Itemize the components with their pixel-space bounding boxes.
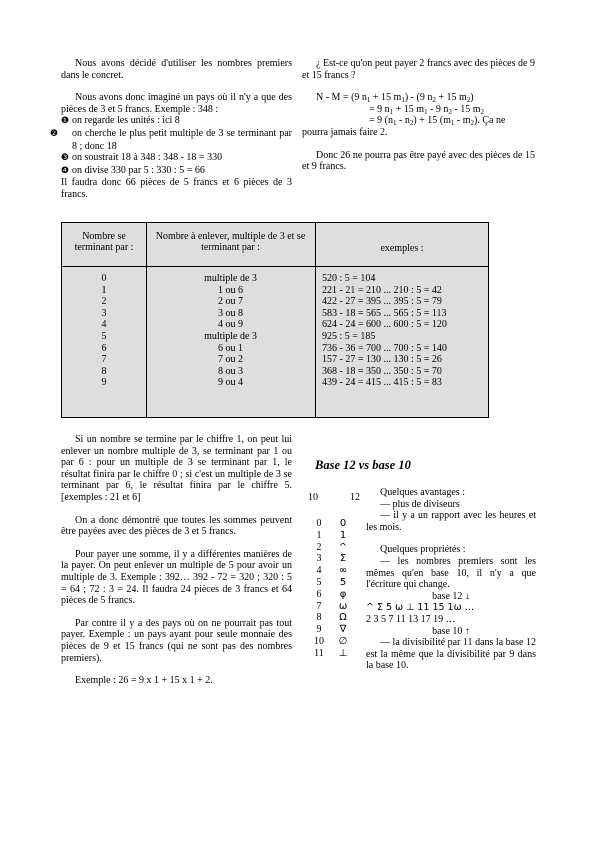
step-2: ❷ on cherche le plus petit multiple de 3 se terminant par 8 ; donc 18 bbox=[50, 127, 292, 152]
equation-line-1: N - M = (9 $n_1 + 15$ $m_1) - (9$ $n_2 + 15$ $m_2$) bbox=[316, 92, 474, 105]
advantage-2: — il y a un rapport avec les heures et les mois. bbox=[366, 510, 536, 533]
cell-example: 439 - 24 = 415 ... 415 : 5 = 83 bbox=[322, 377, 442, 389]
cell-subtract: 1 ou 6 bbox=[218, 284, 243, 296]
step-4: ❹ on divise 330 par 5 : 330 : 5 = 66 bbox=[61, 164, 205, 176]
left-column-bottom bbox=[61, 434, 292, 687]
paragraph-proof: Si un nombre se termine par le chiffre 1, on peut lui enlever un nombre multiple de 3, se terminant par 1 ou par 6 : pour un multiple de 3 se terminant par 1, le résultat finira par le chiffre 0 ; si c'est un multiple de 3 se terminant par 6, le résultat finira par le chiffre 5. [exemples : 21 et 6] bbox=[61, 434, 292, 503]
cell-subtract: multiple de 3 bbox=[204, 331, 257, 342]
paragraph-example-26: Exemple : 26 = 9 x 1 + 15 x 1 + 2. bbox=[75, 675, 213, 687]
cell-subtract: 4 ou 9 bbox=[218, 319, 243, 331]
cell-ending: 7 bbox=[101, 354, 107, 366]
header-subtract: Nombre à enlever, multiple de 3 et se terminant par : bbox=[155, 231, 306, 254]
digit-base12: ∇ bbox=[339, 624, 347, 636]
cell-example: 368 - 18 = 350 ... 350 : 5 = 70 bbox=[322, 365, 442, 377]
digit-base10: 3 bbox=[316, 553, 322, 565]
cell-subtract: 2 ou 7 bbox=[218, 296, 243, 308]
cell-example: 583 - 18 = 565 ... 565 : 5 = 113 bbox=[322, 307, 447, 319]
digit-base12: ∞ bbox=[338, 565, 348, 577]
cell-subtract: 7 ou 2 bbox=[218, 354, 243, 366]
digit-base10: 0 bbox=[316, 518, 322, 529]
cell-ending: 3 bbox=[101, 307, 107, 319]
digit-base12: ⊥ bbox=[338, 647, 348, 659]
cell-ending: 5 bbox=[101, 331, 107, 342]
cell-ending: 9 bbox=[101, 377, 107, 389]
base12-notes bbox=[366, 487, 536, 672]
paragraph-ways: Pour payer une somme, il y a différentes manières de la payer. On peut enlever un multiple de 5 pour avoir un multiple de 3. Exemple : 392… 392 - 72 = 320 ; 320 : 5 = 64 ; 72 : 3 = 24. Il faudra 24 pièces de 3 francs et 64 pièces de 5 francs. bbox=[61, 548, 292, 607]
header-examples: exemples : bbox=[380, 243, 424, 254]
table-header-divider bbox=[62, 266, 488, 267]
cell-ending: 1 bbox=[101, 284, 107, 296]
equation-line-3: = 9 $(n_1 - n_2) + 15$ $(m_1 - m_2)$. Ça ne bbox=[369, 115, 506, 128]
digit-base12: 5 bbox=[339, 577, 347, 588]
cell-ending: 2 bbox=[101, 296, 107, 308]
digit-base10: 9 bbox=[316, 624, 322, 636]
digit-base12: ω bbox=[338, 600, 348, 612]
cell-example: 624 - 24 = 600 ... 600 : 5 = 120 bbox=[322, 319, 447, 331]
digit-base10: 8 bbox=[316, 612, 322, 624]
section-title-base12: Base 12 vs base 10 bbox=[315, 458, 411, 472]
cell-example: 157 - 27 = 130 ... 130 : 5 = 26 bbox=[322, 354, 442, 366]
cell-subtract: multiple de 3 bbox=[204, 273, 257, 284]
digit-base10: 4 bbox=[316, 565, 322, 577]
paragraph-other-country: Par contre il y a des pays où on ne pourrait pas tout payer. Exemple : un pays ayant pour seule monnaie des pièces de 9 et 15 francs (qui ne sont pas des nombres premiers). bbox=[61, 617, 292, 664]
cell-subtract: 6 ou 1 bbox=[218, 342, 243, 354]
digit-base12: 0 bbox=[339, 518, 347, 529]
digit-base10: 10 bbox=[314, 636, 324, 647]
cell-subtract: 9 ou 4 bbox=[218, 377, 243, 389]
digit-base12: ∅ bbox=[338, 636, 348, 647]
cell-ending: 4 bbox=[101, 319, 107, 331]
header-ending: Nombre se terminant par : bbox=[74, 231, 134, 254]
step-1: ❶ on regarde les unités : ici 8 bbox=[61, 115, 180, 127]
paragraph-demonstrated: On a donc démontré que toutes les sommes peuvent être payées avec des pièces de 3 et 5 francs. bbox=[61, 514, 292, 538]
digit-base10: 6 bbox=[316, 588, 322, 600]
paragraph-conclusion: Il faudra donc 66 pièces de 5 francs et 6 pièces de 3 francs. bbox=[61, 177, 292, 200]
question: ¿ Est-ce qu'on peut payer 2 francs avec des pièces de 9 et 15 francs ? bbox=[302, 58, 535, 81]
cell-example: 736 - 36 = 700 ... 700 : 5 = 140 bbox=[322, 342, 447, 354]
digit-base12: ^ bbox=[338, 541, 348, 553]
paragraph-intro: Nous avons décidé d'utiliser les nombres premiers dans le concret. bbox=[61, 58, 292, 81]
digit-base10: 2 bbox=[316, 541, 322, 553]
primes-base12: ^ Σ 5 ω ⊥ 11 15 1ω … bbox=[366, 602, 475, 614]
property-2: — la divisibilité par 11 dans la base 12 est la même que la divisibilité par 9 dans la base 10. bbox=[366, 637, 536, 672]
digit-base12: φ bbox=[339, 588, 347, 600]
properties-title: Quelques propriétés : bbox=[380, 544, 466, 556]
base12-label: base 12 ↓ bbox=[432, 590, 470, 602]
steps-list bbox=[50, 115, 292, 177]
digit-base10: 5 bbox=[316, 577, 322, 588]
step-3: ❸ on soustrait 18 à 348 : 348 - 18 = 330 bbox=[61, 152, 223, 164]
cell-subtract: 8 ou 3 bbox=[218, 365, 243, 377]
cell-ending: 6 bbox=[101, 342, 107, 354]
digit-base10: 11 bbox=[314, 647, 324, 659]
digit-base12: Σ bbox=[339, 553, 347, 565]
paragraph-country: Nous avons donc imaginé un pays où il n'y a que des pièces de 3 et 5 francs. Exemple : 348 : bbox=[61, 92, 292, 115]
equation-line-4: pourra jamais faire 2. bbox=[302, 126, 388, 138]
digit-base12: Ω bbox=[339, 612, 347, 624]
equation-line-2: = 9 $n_1 + 15$ $m_1 - 9$ $n_2 - 15$ $m_2$ bbox=[369, 103, 485, 116]
cell-example: 925 : 5 = 185 bbox=[322, 331, 376, 342]
cell-ending: 8 bbox=[101, 365, 107, 377]
paragraph-26: Donc 26 ne pourra pas être payé avec des pièces de 15 et 9 francs. bbox=[302, 149, 535, 173]
digit-base10: 1 bbox=[316, 529, 322, 541]
termination-table bbox=[61, 222, 489, 418]
primes-base10: 2 3 5 7 11 13 17 19 … bbox=[366, 613, 456, 625]
digit-base12: 1 bbox=[339, 529, 347, 541]
digit-head-12: 12 bbox=[350, 492, 360, 503]
digit-base10: 7 bbox=[316, 600, 322, 612]
advantages-title: Quelques avantages : bbox=[380, 487, 465, 498]
cell-ending: 0 bbox=[101, 273, 107, 284]
base10-label: base 10 ↑ bbox=[432, 625, 470, 637]
table-divider bbox=[146, 223, 147, 417]
property-1: — les nombres premiers sont les mêmes qu'en base 10, il n'y a que l'écriture qui change. bbox=[366, 555, 536, 591]
left-column-top bbox=[50, 58, 292, 201]
cell-subtract: 3 ou 8 bbox=[218, 307, 243, 319]
advantage-1: — plus de diviseurs bbox=[380, 498, 460, 510]
cell-example: 422 - 27 = 395 ... 395 : 5 = 79 bbox=[322, 296, 442, 308]
cell-example: 221 - 21 = 210 ... 210 : 5 = 42 bbox=[322, 284, 442, 296]
right-column-top bbox=[302, 58, 535, 173]
cell-example: 520 : 5 = 104 bbox=[322, 273, 376, 284]
digit-head-10: 10 bbox=[308, 492, 318, 503]
